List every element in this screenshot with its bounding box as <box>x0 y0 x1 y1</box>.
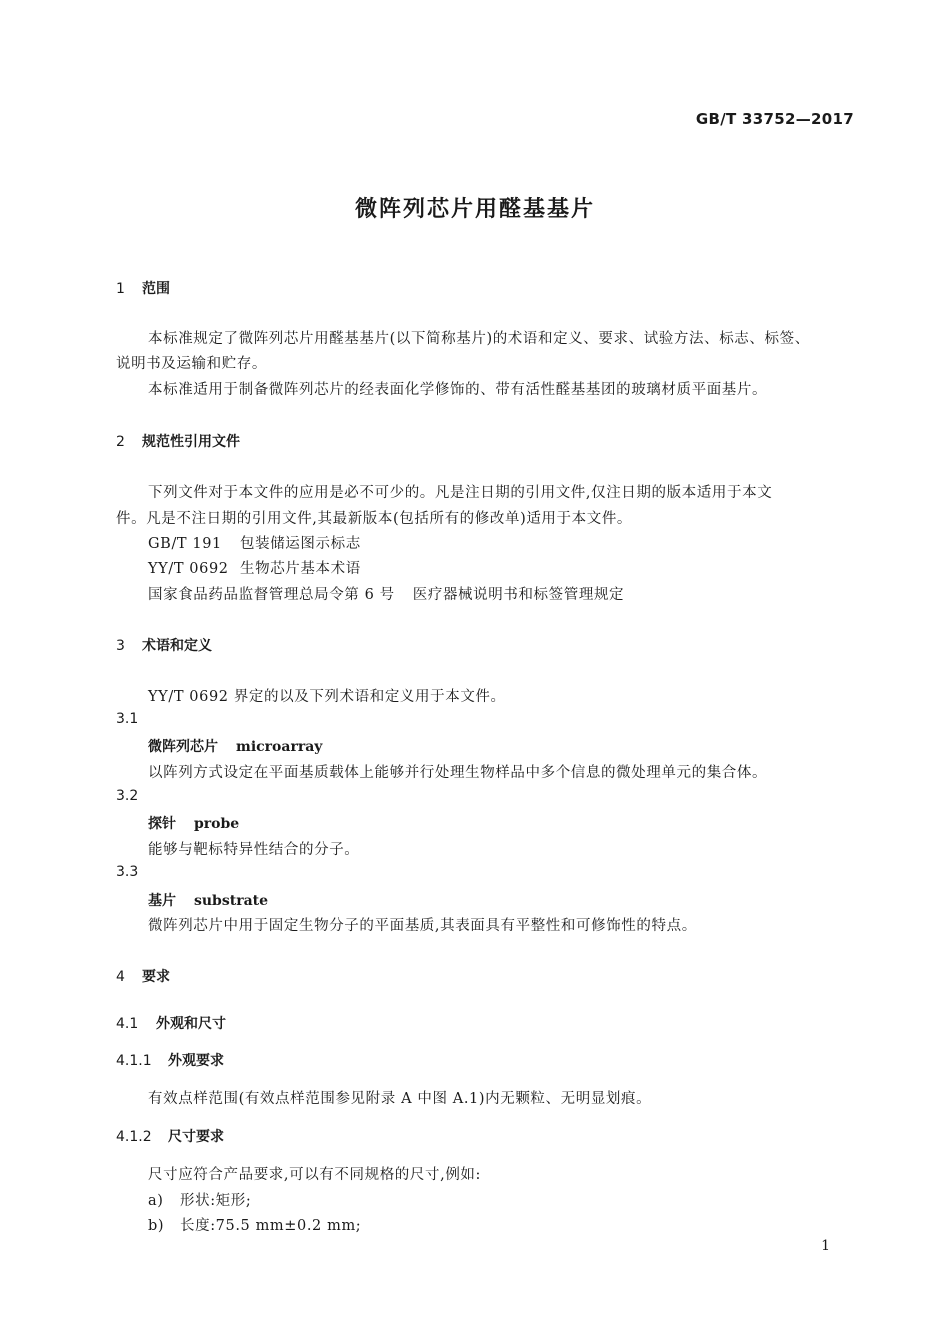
section-number: 4.1.1 <box>116 1053 152 1069</box>
term-english: microarray <box>236 739 323 755</box>
term-definition: 以阵列方式设定在平面基质载体上能够并行处理生物样品中多个信息的微处理单元的集合体。 <box>148 765 768 781</box>
term-chinese: 基片 <box>148 893 176 909</box>
section-title: 要求 <box>142 969 170 985</box>
term-number: 3.3 <box>116 864 139 880</box>
term-entry <box>148 736 322 756</box>
reference-title: 包装储运图示标志 <box>240 536 361 552</box>
section-title: 范围 <box>142 281 170 297</box>
term-definition: 能够与靶标特异性结合的分子。 <box>148 842 360 858</box>
paragraph: 本标准规定了微阵列芯片用醛基基片(以下简称基片)的术语和定义、要求、试验方法、标志、标签、 <box>148 331 810 347</box>
section-number: 4.1 <box>116 1016 139 1032</box>
section-title: 尺寸要求 <box>168 1129 224 1145</box>
term-chinese: 微阵列芯片 <box>148 739 218 755</box>
reference-code: GB/T 191 <box>148 536 222 552</box>
section-title: 外观和尺寸 <box>156 1016 226 1032</box>
normative-reference <box>148 532 361 553</box>
subsection-4-1-1-heading <box>116 1050 224 1070</box>
section-number: 4 <box>116 969 125 985</box>
section-2-heading <box>116 431 240 451</box>
list-item <box>148 1214 361 1235</box>
section-4-heading <box>116 966 170 986</box>
reference-title: 生物芯片基本术语 <box>240 561 361 577</box>
page-number: 1 <box>821 1238 830 1254</box>
normative-reference <box>148 583 624 604</box>
subsection-4-1-2-heading <box>116 1126 224 1146</box>
section-title: 外观要求 <box>168 1053 224 1069</box>
term-definition: 微阵列芯片中用于固定生物分子的平面基质,其表面具有平整性和可修饰性的特点。 <box>148 918 697 934</box>
term-entry <box>148 890 268 910</box>
paragraph: 尺寸应符合产品要求,可以有不同规格的尺寸,例如: <box>148 1167 482 1183</box>
paragraph: 说明书及运输和贮存。 <box>116 356 267 372</box>
list-item-text: 形状:矩形; <box>180 1193 252 1209</box>
section-number: 3 <box>116 638 125 654</box>
list-item <box>148 1189 251 1210</box>
list-marker: a) <box>148 1193 164 1209</box>
paragraph: 有效点样范围(有效点样范围参见附录 A 中图 A.1)内无颗粒、无明显划痕。 <box>148 1091 652 1107</box>
reference-code: YY/T 0692 <box>148 561 229 577</box>
section-number: 1 <box>116 281 125 297</box>
paragraph: YY/T 0692 界定的以及下列术语和定义用于本文件。 <box>148 689 506 705</box>
list-marker: b) <box>148 1218 165 1234</box>
section-3-heading <box>116 635 212 655</box>
term-number: 3.2 <box>116 788 139 804</box>
reference-code: 国家食品药品监督管理总局令第 6 号 <box>148 587 395 603</box>
section-title: 术语和定义 <box>142 638 212 654</box>
term-number: 3.1 <box>116 711 139 727</box>
normative-reference <box>148 557 361 578</box>
term-english: probe <box>194 816 240 832</box>
subsection-4-1-heading <box>116 1013 226 1033</box>
document-title: 微阵列芯片用醛基基片 <box>354 197 595 222</box>
section-title: 规范性引用文件 <box>142 434 240 450</box>
term-chinese: 探针 <box>148 816 176 832</box>
standard-code: GB/T 33752—2017 <box>695 110 854 128</box>
term-english: substrate <box>194 893 269 909</box>
reference-title: 医疗器械说明书和标签管理规定 <box>412 587 625 603</box>
section-1-heading <box>116 278 170 298</box>
section-number: 2 <box>116 434 125 450</box>
list-item-text: 长度:75.5 mm±0.2 mm; <box>180 1218 362 1234</box>
paragraph: 件。凡是不注日期的引用文件,其最新版本(包括所有的修改单)适用于本文件。 <box>116 511 633 527</box>
paragraph: 本标准适用于制备微阵列芯片的经表面化学修饰的、带有活性醛基基团的玻璃材质平面基片。 <box>148 382 768 398</box>
term-entry <box>148 813 239 833</box>
section-number: 4.1.2 <box>116 1129 152 1145</box>
paragraph: 下列文件对于本文件的应用是必不可少的。凡是注日期的引用文件,仅注日期的版本适用于本文 <box>148 485 773 501</box>
